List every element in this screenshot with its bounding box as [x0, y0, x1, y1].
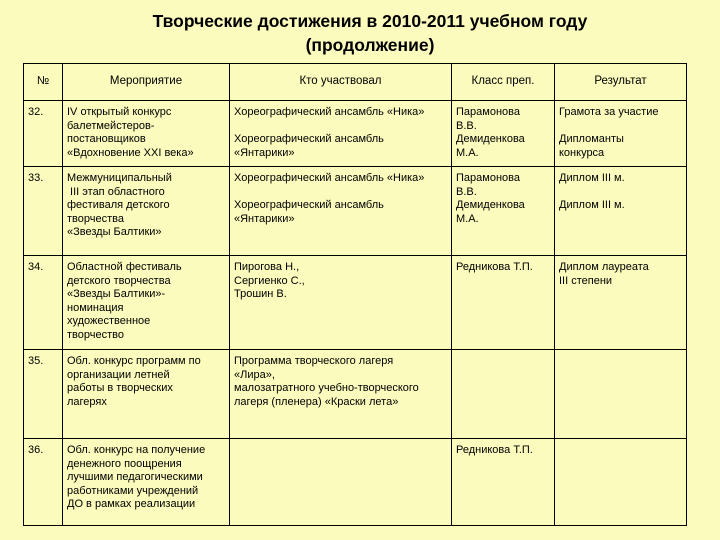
page-title	[0, 9, 720, 57]
event-cell: Обл. конкурс на получение денежного поощрения лучшими педагогическими работниками учреждений ДО в рамках реализации	[63, 439, 230, 526]
event-cell: Областной фестиваль детского творчества «Звезды Балтики»- номинация художественное творчество	[63, 256, 230, 350]
row-number: 33.	[24, 167, 63, 256]
participants-cell: Хореографический ансамбль «Ника» Хореографический ансамбль «Янтарики»	[230, 167, 452, 256]
teacher-cell	[452, 350, 555, 439]
participants-cell: Программа творческого лагеря «Лира», малозатратного учебно-творческого лагеря (пленера) «Краски лета»	[230, 350, 452, 439]
participants-cell: Хореографический ансамбль «Ника» Хореографический ансамбль «Янтарики»	[230, 101, 452, 167]
row-number: 36.	[24, 439, 63, 526]
result-cell: Диплом III м. Диплом III м.	[555, 167, 687, 256]
participants-cell: Пирогова Н., Сергиенко С., Трошин В.	[230, 256, 452, 350]
header-number: №	[24, 64, 63, 101]
header-result: Результат	[555, 64, 687, 101]
teacher-cell: Редникова Т.П.	[452, 439, 555, 526]
participants-cell	[230, 439, 452, 526]
event-cell: IV открытый конкурс балетмейстеров- постановщиков «Вдохновение XXI века»	[63, 101, 230, 167]
header-event: Мероприятие	[63, 64, 230, 101]
table-row	[24, 167, 687, 256]
table-header-row	[24, 64, 687, 101]
title-line-1: Творческие достижения в 2010-2011 учебном году	[152, 11, 588, 31]
title-line-2: (продолжение)	[305, 35, 435, 55]
row-number: 32.	[24, 101, 63, 167]
event-cell: Обл. конкурс программ по организации летней работы в творческих лагерях	[63, 350, 230, 439]
result-cell: Диплом лауреата III степени	[555, 256, 687, 350]
header-participants: Кто участвовал	[230, 64, 452, 101]
event-cell: Межмуниципальный III этап областного фестиваля детского творчества «Звезды Балтики»	[63, 167, 230, 256]
result-cell: Грамота за участие Дипломанты конкурса	[555, 101, 687, 167]
table-row	[24, 439, 687, 526]
teacher-cell: Редникова Т.П.	[452, 256, 555, 350]
teacher-cell: Парамонова В.В. Демиденкова М.А.	[452, 167, 555, 256]
teacher-cell: Парамонова В.В. Демиденкова М.А.	[452, 101, 555, 167]
row-number: 35.	[24, 350, 63, 439]
achievements-table	[23, 63, 687, 526]
row-number: 34.	[24, 256, 63, 350]
result-cell	[555, 439, 687, 526]
result-cell	[555, 350, 687, 439]
table-row	[24, 350, 687, 439]
table-row	[24, 101, 687, 167]
header-teacher: Класс преп.	[452, 64, 555, 101]
table-row	[24, 256, 687, 350]
